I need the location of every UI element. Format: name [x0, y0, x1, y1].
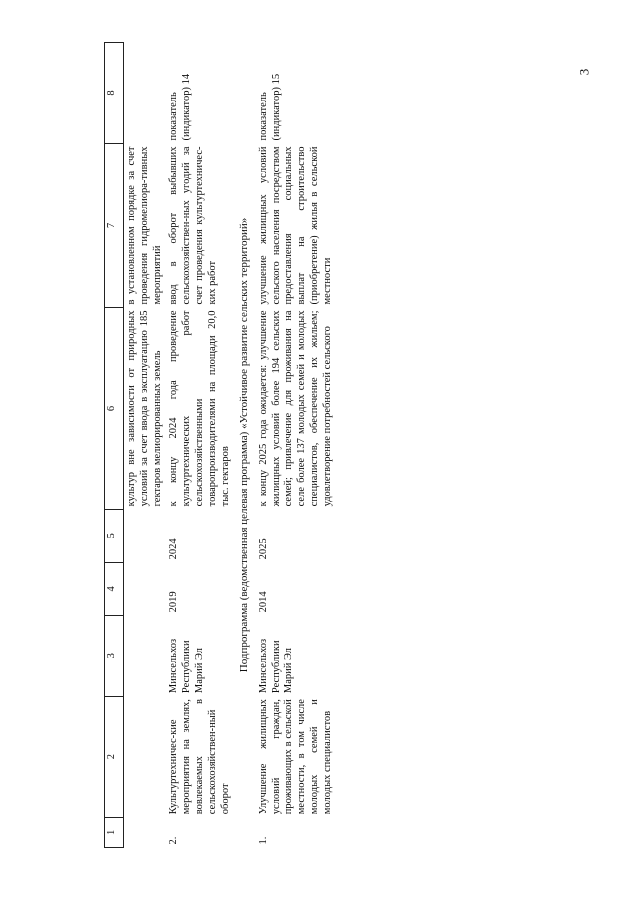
- row-number: 2.: [168, 836, 180, 845]
- subprogram-heading: Подпрограмма (ведомственная целевая программа) «Устойчивое развитие сельских территорий»: [238, 217, 251, 673]
- executor: Минсельхоз Республики Марий Эл: [257, 638, 295, 694]
- column-numbers-row: [105, 43, 124, 848]
- col-header-4: 4: [105, 562, 124, 615]
- executor: Минсельхоз Республики Марий Эл: [168, 638, 205, 694]
- start-year: 2014: [257, 591, 269, 613]
- rotated-table-page: [104, 38, 639, 848]
- end-year: 2025: [257, 538, 269, 560]
- col-header-7: 7: [105, 143, 124, 307]
- executor: [124, 615, 167, 696]
- table-row: [256, 43, 337, 848]
- start-year: 2019: [168, 591, 180, 613]
- table-row: [124, 43, 167, 848]
- expected-result: культур вне зависимости от природных условий за счет ввода в эксплуатацию 185 гектаров мелиорированных земель: [126, 310, 163, 507]
- subprogram-heading-row: [234, 43, 255, 848]
- end-year: 2024: [168, 538, 180, 560]
- col-header-5: 5: [105, 509, 124, 562]
- end-year: [124, 509, 167, 562]
- page-number: 3: [575, 68, 591, 76]
- table-row: [166, 43, 234, 848]
- consequences: в установленном порядке за счет проведения гидромелиора-тивных мероприятий: [126, 146, 163, 305]
- col-header-6: 6: [105, 308, 124, 510]
- expected-result: к концу 2025 года ожидается: улучшение жилищных условий более 194 сельских семей; привлечение для проживания на селе более 137 молодых семей и молодых специалистов, обеспечение их жильем; удовлетворение потребностей сельского: [257, 310, 333, 507]
- expected-result: к концу 2024 года проведение культуртехнических работ сельскохозяйственными товаропроизводителями на площади 20,0 тыс. гектаров: [168, 310, 231, 507]
- measure-name: [124, 696, 167, 817]
- measure-name: Улучшение жилищных условий граждан, проживающих в сельской местности, в том числе молодых семей и молодых специалистов: [257, 699, 333, 815]
- indicator-link: показатель (индикатор) 14: [168, 73, 193, 141]
- row-number: [124, 817, 167, 847]
- indicator-link: показатель (индикатор) 15: [257, 73, 282, 141]
- indicator-link: [124, 43, 167, 144]
- row-number: 1.: [257, 836, 269, 845]
- col-header-1: 1: [105, 817, 124, 847]
- col-header-8: 8: [105, 43, 124, 144]
- consequences: ввод в оборот выбывших сельскохозяйствен-ных угодий за счет проведения культуртехничес-ких работ: [168, 146, 218, 305]
- col-header-3: 3: [105, 615, 124, 696]
- col-header-2: 2: [105, 696, 124, 817]
- consequences: улучшение жилищных условий сельского населения посредством предоставления социальных выплат на строительство (приобретение) жилья в сельской местности: [257, 146, 333, 305]
- measures-table: [104, 42, 337, 848]
- start-year: [124, 562, 167, 615]
- measure-name: Культуртехничес-кие мероприятия на землях, вовлекаемых в сельскохозяйствен-ный оборот: [168, 699, 231, 815]
